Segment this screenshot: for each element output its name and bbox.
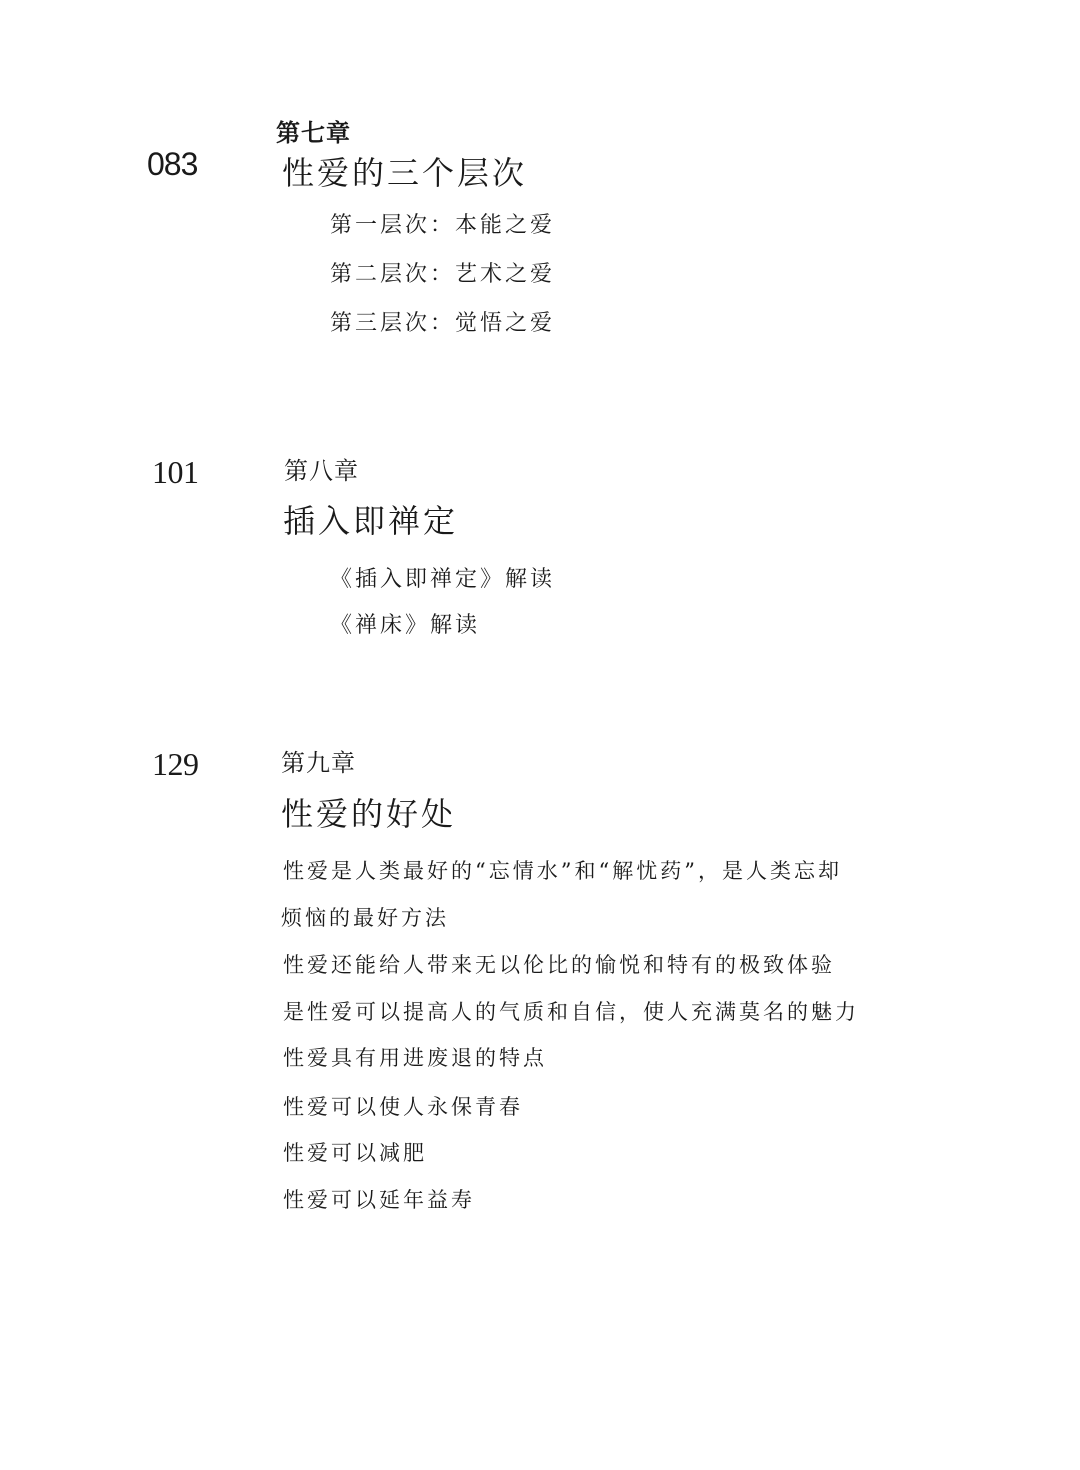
section-item: 烦恼的最好方法 <box>281 906 449 930</box>
section-item: 性爱具有用进废退的特点 <box>283 1046 547 1070</box>
section-item: 性爱可以使人永保青春 <box>283 1095 523 1119</box>
chapter-title: 性爱的好处 <box>281 795 457 833</box>
chapter-label: 第九章 <box>281 749 356 777</box>
page-number: 083 <box>147 146 198 182</box>
chapter-label: 第七章 <box>276 119 351 147</box>
page-number: 101 <box>152 454 199 490</box>
section-item: 第一层次：本能之爱 <box>330 213 556 238</box>
section-item: 是性爱可以提高人的气质和自信，使人充满莫名的魅力 <box>283 1000 859 1024</box>
chapter-title: 性爱的三个层次 <box>282 154 528 192</box>
section-item: 性爱可以减肥 <box>283 1141 427 1165</box>
section-item: 《插入即禅定》解读 <box>330 567 556 592</box>
chapter-label: 第八章 <box>284 457 359 485</box>
chapter-title: 插入即禅定 <box>283 502 459 540</box>
section-item: 第三层次：觉悟之爱 <box>330 311 556 336</box>
section-item: 性爱还能给人带来无以伦比的愉悦和特有的极致体验 <box>283 953 835 977</box>
section-item: 《禅床》解读 <box>330 613 481 638</box>
section-item: 第二层次：艺术之爱 <box>330 262 556 287</box>
page-number: 129 <box>152 746 199 782</box>
section-item: 性爱可以延年益寿 <box>283 1188 475 1212</box>
section-item: 性爱是人类最好的“忘情水”和“解忧药”，是人类忘却 <box>283 859 842 883</box>
